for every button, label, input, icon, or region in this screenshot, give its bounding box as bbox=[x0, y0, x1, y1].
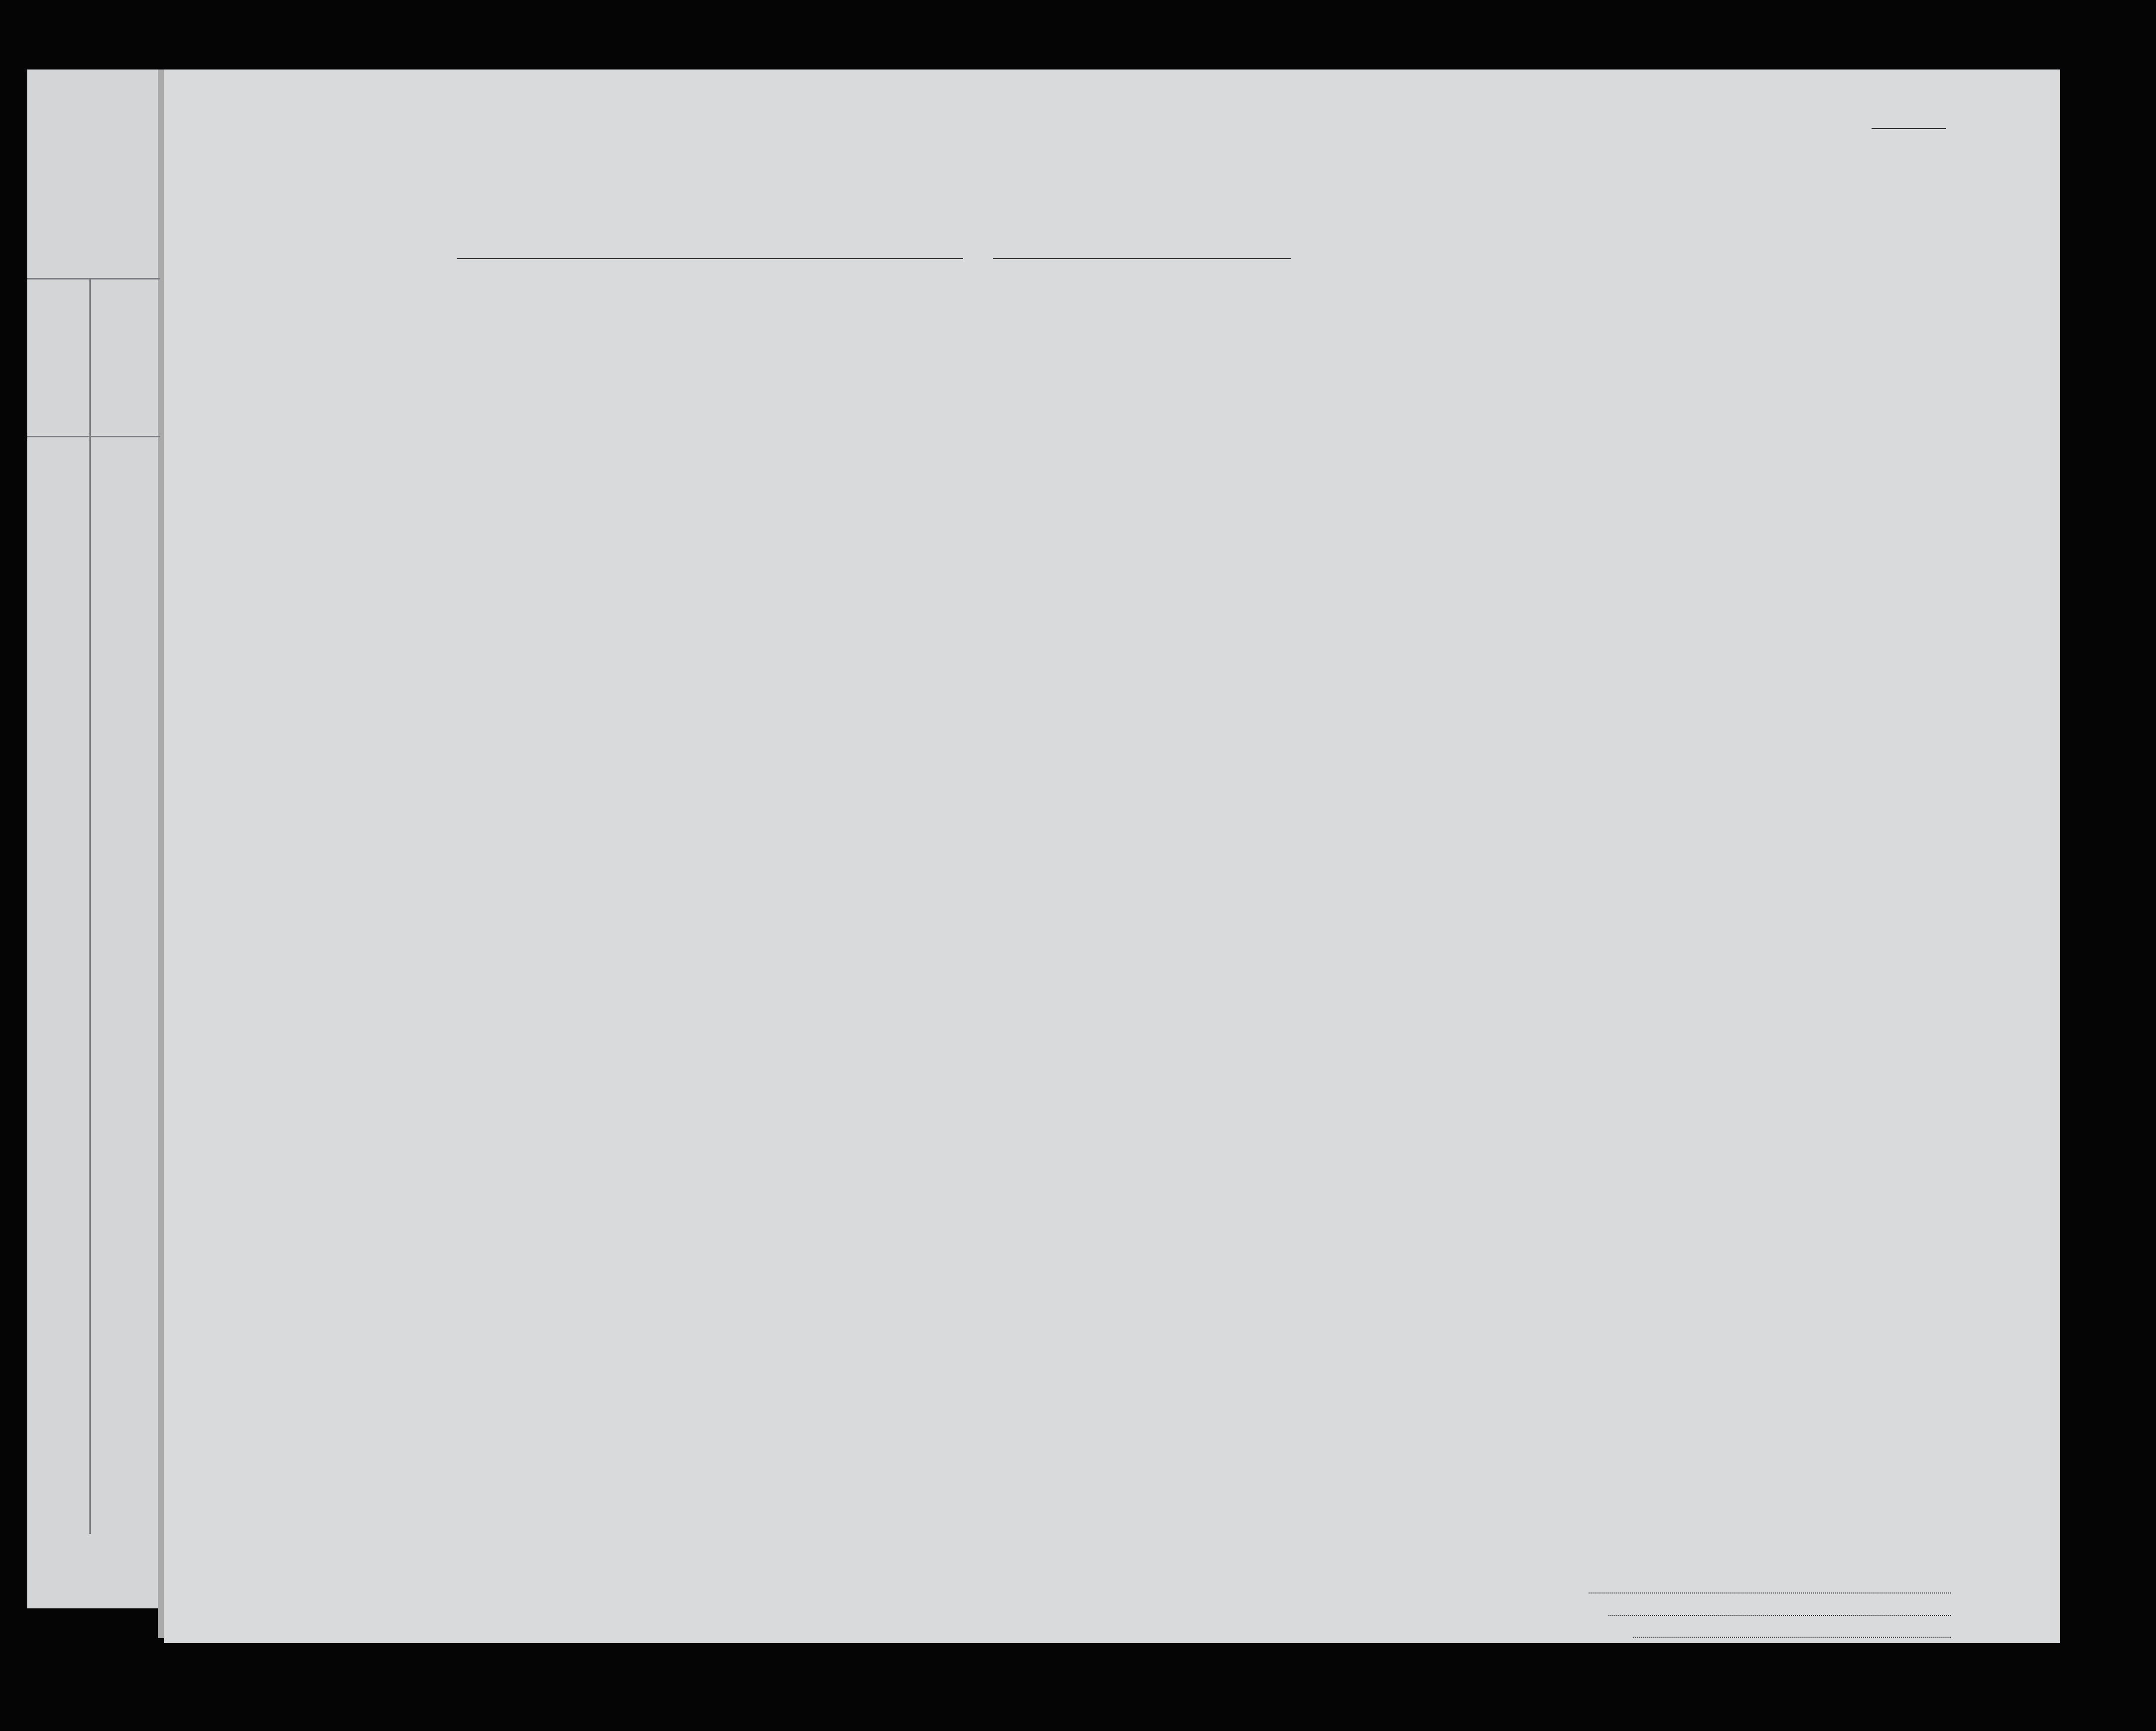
header-excluded bbox=[1564, 318, 1586, 432]
header-fifty-dollars bbox=[814, 318, 836, 427]
manifest-sheet bbox=[164, 69, 2060, 1643]
header-prison bbox=[1390, 318, 1427, 432]
header-overthrow bbox=[1477, 318, 1527, 432]
header-intends-citizen bbox=[1351, 338, 1386, 432]
header-feet bbox=[1736, 392, 1755, 427]
header-intends-return bbox=[1273, 338, 1308, 432]
header-anarchist bbox=[1452, 323, 1470, 432]
header-arrested bbox=[1591, 318, 1613, 432]
header-labor-offer bbox=[1531, 318, 1561, 432]
header-inches bbox=[1760, 392, 1780, 427]
header-length-of-stay bbox=[1313, 338, 1348, 432]
header-polygamist bbox=[1430, 323, 1448, 432]
header-ticket bbox=[695, 318, 717, 427]
left-page-strip bbox=[27, 69, 160, 1608]
